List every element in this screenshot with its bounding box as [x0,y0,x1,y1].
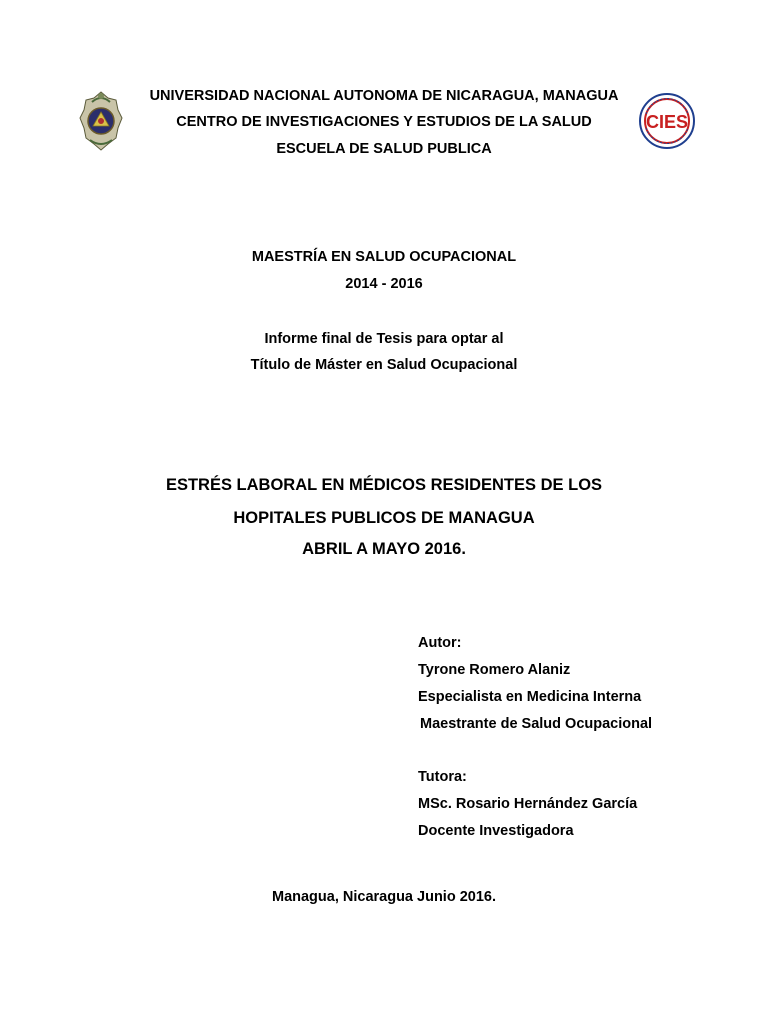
report-line-2: Título de Máster en Salud Ocupacional [250,357,518,373]
report-line-1: Informe final de Tesis para optar al [264,331,504,347]
program-years: 2014 - 2016 [345,276,423,292]
thesis-title-line-3: ABRIL A MAYO 2016. [302,540,466,558]
university-name: UNIVERSIDAD NACIONAL AUTONOMA DE NICARAGUA, MANAGUA [149,88,619,104]
tutor-role: Docente Investigadora [418,823,574,839]
author-role-1: Especialista en Medicina Interna [418,689,642,705]
research-center-name: CENTRO DE INVESTIGACIONES Y ESTUDIOS DE LA SALUD [176,114,592,130]
tutor-name: MSc. Rosario Hernández García [418,796,638,812]
place-and-date: Managua, Nicaragua Junio 2016. [271,889,497,905]
thesis-title-line-2: HOPITALES PUBLICOS DE MANAGUA [233,509,535,527]
thesis-title-line-1: ESTRÉS LABORAL EN MÉDICOS RESIDENTES DE LOS [165,476,603,494]
program-name: MAESTRÍA EN SALUD OCUPACIONAL [251,249,517,265]
cies-logo-text: CIES [645,112,689,132]
author-label: Autor: [418,635,462,651]
author-role-2: Maestrante de Salud Ocupacional [420,716,653,732]
school-name: ESCUELA DE SALUD PUBLICA [276,141,492,157]
author-name: Tyrone Romero Alaniz [418,662,571,678]
tutor-label: Tutora: [418,769,467,785]
